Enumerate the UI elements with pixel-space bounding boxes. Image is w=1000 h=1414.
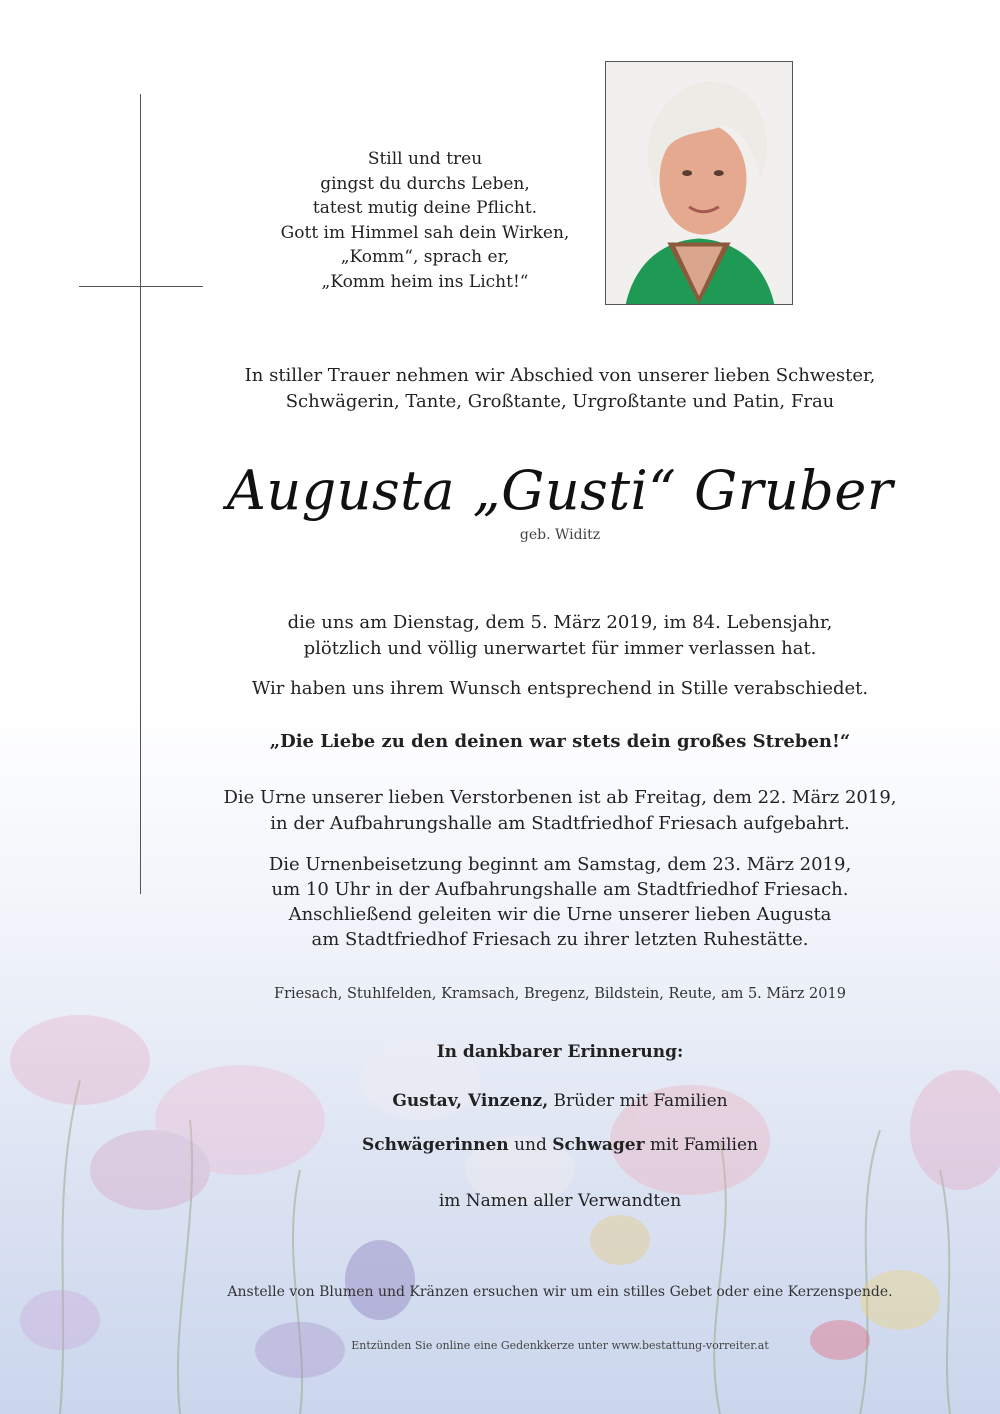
brother-in-law: Schwager: [552, 1135, 645, 1155]
death-notice-line: plötzlich und völlig unerwartet für immer verlassen hat.: [303, 638, 817, 659]
death-notice: [120, 610, 1000, 662]
poem: [260, 147, 590, 294]
places-and-date: Friesach, Stuhlfelden, Kramsach, Bregenz, Bildstein, Reute, am 5. März 2019: [274, 986, 846, 1002]
brothers-names: Gustav, Vinzenz,: [392, 1091, 549, 1111]
website-note: Entzünden Sie online eine Gedenkkerze unter www.bestattung-vorreiter.at: [351, 1339, 769, 1352]
burial-line: um 10 Uhr in der Aufbahrungshalle am Stadtfriedhof Friesach.: [271, 879, 849, 900]
death-notice-line: die uns am Dienstag, dem 5. März 2019, im 84. Lebensjahr,: [287, 612, 833, 633]
poem-line: „Komm heim ins Licht!“: [321, 271, 529, 292]
urn-display-line: Die Urne unserer lieben Verstorbenen ist ab Freitag, dem 22. März 2019,: [223, 787, 897, 808]
poem-line: gingst du durchs Leben,: [320, 173, 530, 194]
burial-line: am Stadtfriedhof Friesach zu ihrer letzten Ruhestätte.: [311, 929, 809, 950]
quote-text: „Die Liebe zu den deinen war stets dein großes Streben!“: [269, 731, 851, 752]
poem-line: Still und treu: [367, 149, 483, 169]
thanks-heading: In dankbarer Erinnerung:: [436, 1042, 684, 1062]
poem-line: Gott im Himmel sah dein Wirken,: [280, 222, 570, 243]
family-brothers: [120, 1091, 1000, 1111]
urn-display-line: in der Aufbahrungshalle am Stadtfriedhof Friesach aufgebahrt.: [270, 813, 850, 834]
donation-note: Anstelle von Blumen und Kränzen ersuchen wir um ein stilles Gebet oder eine Kerzenspende.: [227, 1284, 893, 1300]
burial-line: Die Urnenbeisetzung beginnt am Samstag, dem 23. März 2019,: [268, 854, 852, 875]
portrait-photo: [605, 61, 793, 305]
in-laws-relation: mit Familien: [649, 1135, 758, 1155]
family-all-relatives: im Namen aller Verwandten: [438, 1191, 682, 1211]
farewell-text: Wir haben uns ihrem Wunsch entsprechend in Stille verabschiedet.: [251, 678, 869, 699]
poem-line: „Komm“, sprach er,: [340, 247, 510, 267]
family-in-laws: [120, 1135, 1000, 1155]
brothers-relation: Brüder mit Familien: [553, 1091, 728, 1111]
intro-line: In stiller Trauer nehmen wir Abschied von unserer lieben Schwester,: [244, 365, 876, 386]
burial-line: Anschließend geleiten wir die Urne unserer lieben Augusta: [288, 904, 832, 925]
poem-line: tatest mutig deine Pflicht.: [312, 198, 538, 218]
urn-display-text: [120, 785, 1000, 837]
sisters-in-law: Schwägerinnen: [362, 1135, 509, 1155]
intro-line: Schwägerin, Tante, Großtante, Urgroßtante und Patin, Frau: [285, 391, 835, 412]
burial-text: [120, 852, 1000, 952]
conjunction: und: [514, 1135, 547, 1155]
birth-name: geb. Widitz: [519, 527, 601, 543]
cross-horizontal-bar: [79, 286, 203, 287]
deceased-name: Augusta „Gusti“ Gruber: [226, 459, 894, 522]
intro-text: [120, 363, 1000, 415]
